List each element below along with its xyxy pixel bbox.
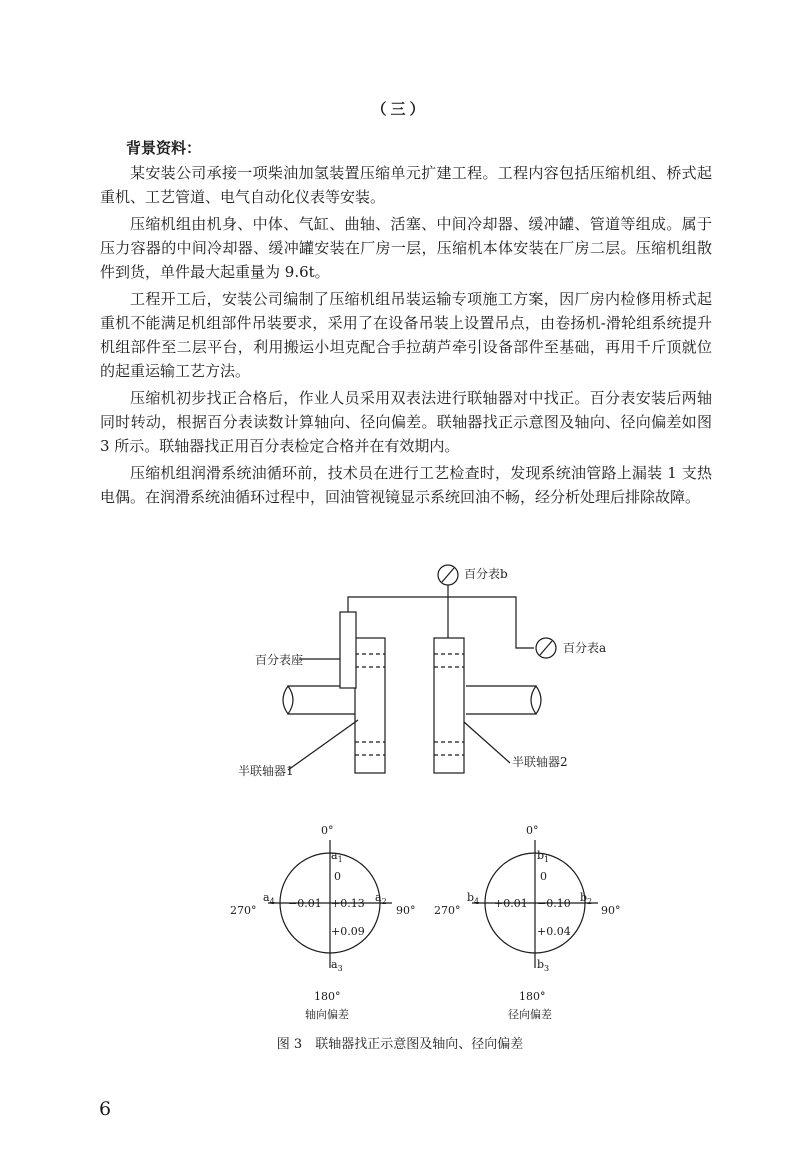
gauge-a-label: 百分表a	[563, 641, 607, 655]
radial-b1: b	[537, 849, 545, 862]
axial-a4: a	[263, 891, 270, 904]
radial-deviation-diagram	[434, 824, 621, 1021]
svg-text:b4	[467, 891, 479, 906]
background-heading: 背景资料：	[126, 139, 202, 157]
axial-a3-sub: 3	[337, 964, 343, 973]
radial-b4: b	[467, 891, 475, 904]
shaft-1-break	[288, 686, 293, 714]
svg-text:b3	[537, 958, 549, 973]
radial-bottom-angle: 180°	[519, 990, 546, 1003]
axial-right-angle: 90°	[396, 904, 416, 917]
radial-top-angle: 0°	[526, 824, 539, 837]
radial-left-angle: 270°	[434, 904, 461, 917]
axial-deviation-diagram	[230, 824, 416, 1021]
axial-title: 轴向偏差	[305, 1008, 349, 1021]
radial-b4-sub: 4	[474, 897, 480, 906]
radial-right-angle: 90°	[601, 904, 621, 917]
figure-caption: 图 3 联轴器找正示意图及轴向、径向偏差	[276, 1037, 524, 1052]
radial-b3: b	[537, 958, 545, 971]
svg-text:a4	[263, 891, 275, 906]
coupling-alignment-figure	[0, 540, 800, 1030]
paragraph-5: 压缩机组润滑系统油循环前，技术员在进行工艺检查时，发现系统油管路上漏装 1 支热电偶。在润滑系统油循环过程中，回油管视镜显示系统回油不畅，经分析处理后排除故障。	[100, 464, 712, 506]
axial-a1: a	[331, 849, 338, 862]
axial-a2-sub: 2	[381, 897, 387, 906]
radial-b3-sub: 3	[544, 964, 550, 973]
radial-value-right: −0.10	[537, 897, 571, 910]
axial-a2: a	[375, 891, 382, 904]
radial-title: 径向偏差	[508, 1008, 552, 1021]
radial-b1-sub: 1	[544, 855, 550, 864]
shaft-1	[283, 686, 358, 714]
svg-text:a2	[375, 891, 387, 906]
axial-bottom-angle: 180°	[314, 990, 341, 1003]
shaft-2	[466, 686, 541, 714]
radial-value-top: 0	[540, 870, 547, 883]
svg-text:b1	[537, 849, 549, 864]
half-coupling-1-label: 半联轴器1	[238, 764, 294, 778]
gauge-seat-label: 百分表座	[255, 653, 304, 667]
axial-a3: a	[331, 958, 338, 971]
section-title: （三）	[371, 100, 429, 118]
leader-coupling-2	[464, 722, 510, 763]
half-coupling-2	[434, 638, 464, 773]
axial-a4-sub: 4	[269, 897, 275, 906]
gauge-seat	[340, 612, 356, 688]
page-number: 6	[99, 1098, 112, 1120]
body-text	[100, 161, 712, 512]
axial-value-top: 0	[334, 870, 341, 883]
paragraph-2: 压缩机组由机身、中体、气缸、曲轴、活塞、中间冷却器、缓冲罐、管道等组成。属于压力容器的中间冷却器、缓冲罐安装在厂房一层，压缩机本体安装在厂房二层。压缩机组散件到货，单件最大起重量为 9.6t。	[100, 215, 712, 281]
axial-value-right: +0.13	[331, 897, 365, 910]
axial-value-bottom: +0.09	[331, 925, 365, 938]
svg-text:b2	[580, 891, 592, 906]
axial-value-left: −0.01	[288, 897, 322, 910]
svg-text:a1	[331, 849, 343, 864]
radial-b2-sub: 2	[587, 897, 593, 906]
axial-a1-sub: 1	[337, 855, 343, 864]
half-coupling-2-label: 半联轴器2	[512, 755, 568, 769]
radial-value-bottom: +0.04	[537, 925, 571, 938]
axial-left-angle: 270°	[230, 904, 257, 917]
gauge-b-label: 百分表b	[464, 567, 508, 581]
paragraph-4: 压缩机初步找正合格后，作业人员采用双表法进行联轴器对中找正。百分表安装后两轴同时转动，根据百分表读数计算轴向、径向偏差。联轴器找正示意图及轴向、径向偏差如图 3 所示。联轴器找正用百分表检定合格并在有效期内。	[100, 389, 712, 455]
radial-b2: b	[580, 891, 588, 904]
shaft-2-break	[531, 686, 536, 714]
svg-text:a3	[331, 958, 343, 973]
leader-coupling-1	[288, 720, 358, 770]
paragraph-1: 某安装公司承接一项柴油加氢装置压缩单元扩建工程。工程内容包括压缩机组、桥式起重机、工艺管道、电气自动化仪表等安装。	[100, 164, 712, 206]
paragraph-3: 工程开工后，安装公司编制了压缩机组吊装运输专项施工方案，因厂房内检修用桥式起重机不能满足机组部件吊装要求，采用了在设备吊装上设置吊点，由卷扬机-滑轮组系统提升机组部件至二层平台，利用搬运小坦克配合手拉葫芦牵引设备部件至基础，再用千斤顶就位的起重运输工艺方法。	[100, 290, 712, 380]
radial-value-left: +0.01	[494, 897, 528, 910]
half-coupling-1	[355, 638, 385, 773]
axial-top-angle: 0°	[321, 824, 334, 837]
